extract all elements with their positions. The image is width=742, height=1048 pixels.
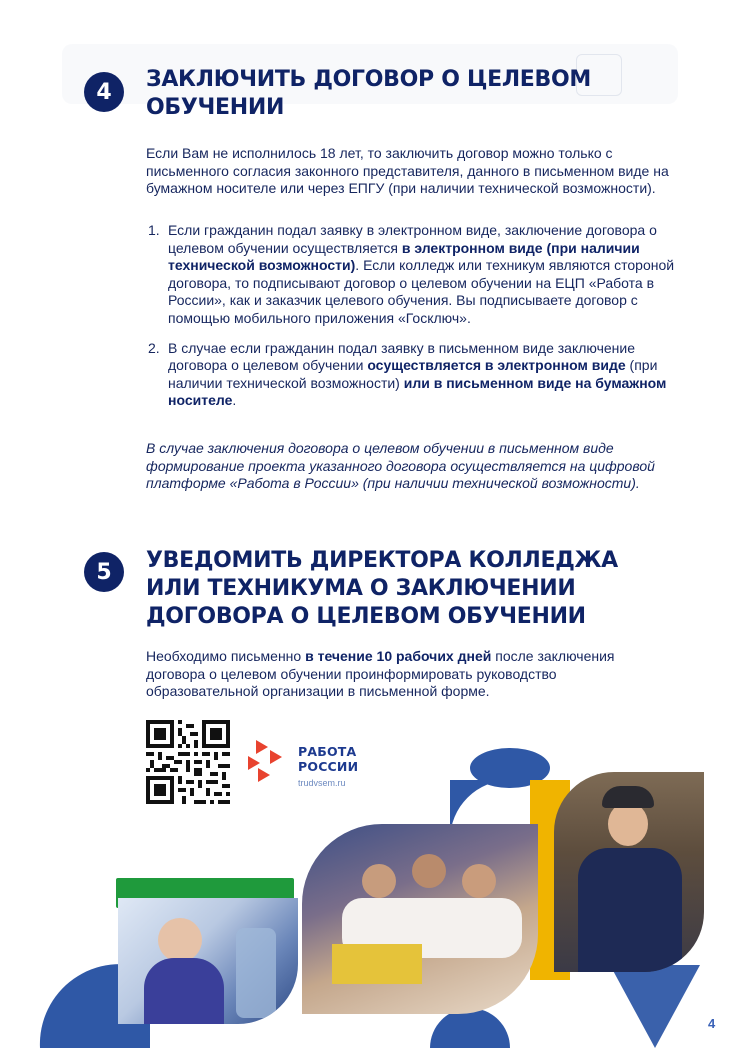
section-5-title-line2: ИЛИ ТЕХНИКУМА О ЗАКЛЮЧЕНИИ xyxy=(146,576,576,601)
list-marker: 2. xyxy=(148,339,160,356)
section-5-title-line3: ДОГОВОРА О ЦЕЛЕВОМ ОБУЧЕНИИ xyxy=(146,604,586,629)
blue-triangle-shape xyxy=(610,965,700,1048)
section-5-title-line1: УВЕДОМИТЬ ДИРЕКТОРА КОЛЛЕДЖА xyxy=(146,548,618,573)
logo-url: trudvsem.ru xyxy=(298,778,346,788)
photo-students-workshop xyxy=(302,824,538,1014)
logo-line1: РАБОТА xyxy=(298,744,357,759)
section-4-title-line2: ОБУЧЕНИИ xyxy=(146,95,285,120)
logo-line2: РОССИИ xyxy=(298,759,359,774)
page-number: 4 xyxy=(708,1016,716,1031)
section-4-note: В случае заключения договора о целевом обучении в письменном виде формирование проекта указанного договора осуществляется на цифровой платформе «Работа в России» (при наличии технической возможности). xyxy=(146,440,655,492)
section-4-list xyxy=(148,222,678,422)
blue-semicircle-shape xyxy=(430,1008,510,1048)
section-4-title xyxy=(146,66,591,122)
photo-student-lab xyxy=(118,898,298,1024)
section-4-intro: Если Вам не исполнилось 18 лет, то заключить договор можно только с письменного согласия законного представителя, данного в письменном виде на бумажном носителе или через ЕПГУ (при наличии технической возможности). xyxy=(146,145,669,197)
list-item: 2. В случае если гражданин подал заявку в письменном виде заключение договора о целевом обучении осуществляется в электронном виде (при наличии технической возможности) или в письменном виде на бумажном носителе. xyxy=(148,339,667,409)
photo-welder xyxy=(554,772,704,972)
section-4-title-line1: ЗАКЛЮЧИТЬ ДОГОВОР О ЦЕЛЕВОМ xyxy=(146,67,591,92)
section-5-title xyxy=(146,547,618,631)
step-number-5: 5 xyxy=(84,552,124,592)
list-item: 1. Если гражданин подал заявку в электронном виде, заключение договора о целевом обучении осуществляется в электронном виде (при наличии технической возможности). Если колледж или техникум являются стороной договора, то подписывают договор о целевом обучении на ЕЦП «Работа в России», как и заказчик целевого обучения. Вы подписываете договор с помощью мобильного приложения «Госключ». xyxy=(148,222,675,326)
step-number-4: 4 xyxy=(84,72,124,112)
section-5-text: Необходимо письменно в течение 10 рабочих дней после заключения договора о целевом обучении проинформировать руководство образовательной организации в письменной форме. xyxy=(146,648,615,700)
list-marker: 1. xyxy=(148,222,160,238)
